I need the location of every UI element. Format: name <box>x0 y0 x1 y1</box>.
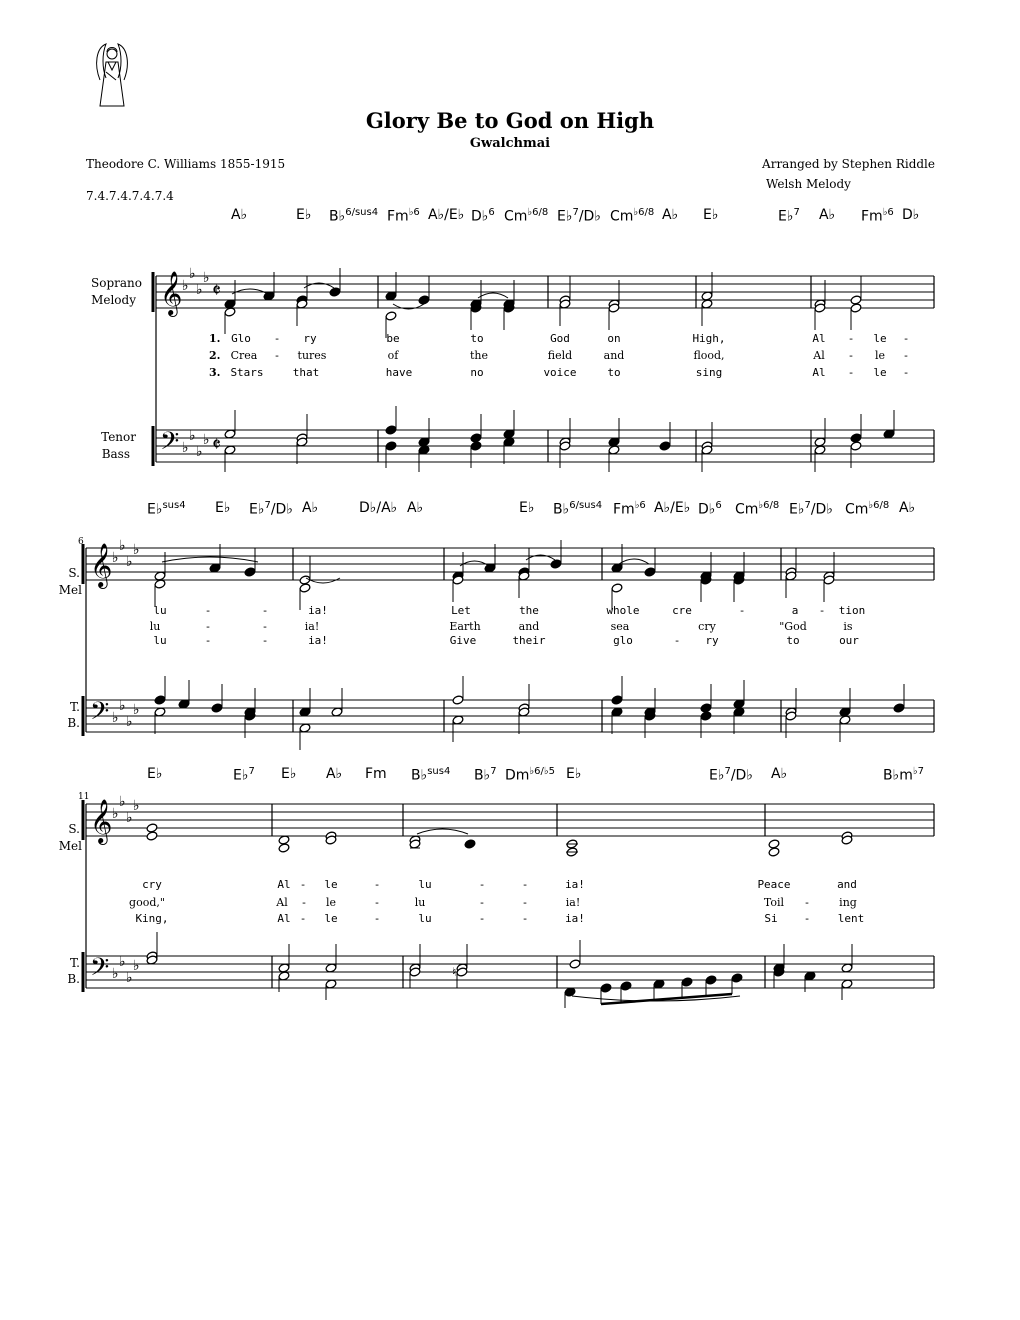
lyric-syllable: - <box>902 332 910 345</box>
key-signature-flat: ♭ <box>112 806 119 822</box>
lyric-syllable: - <box>261 604 269 617</box>
lyric-syllable: Si <box>764 912 778 925</box>
chord-symbol: A♭ <box>662 207 679 223</box>
label-b-2: B. <box>67 716 80 730</box>
lyric-syllable: whole <box>606 604 640 617</box>
lyric-syllable: Let <box>451 604 471 617</box>
chord-symbol: D♭ <box>902 207 920 223</box>
measure-number-11: 11 <box>78 792 90 802</box>
lyric-syllable: Glo <box>231 332 251 345</box>
notehead <box>385 311 397 321</box>
key-signature-flat: ♭ <box>126 554 133 570</box>
key-signature-flat: ♭ <box>126 714 133 730</box>
label-melody: Melody <box>91 293 136 307</box>
lyric-syllable: - <box>847 332 855 345</box>
lyric-syllable: and <box>837 878 857 891</box>
notehead <box>659 441 671 451</box>
lyric-syllable: lent <box>837 912 865 925</box>
notehead <box>299 583 311 593</box>
chord-symbol: $Dm^{♭6/♭5}$ <box>505 766 555 784</box>
chord-symbol: B♭$^{6/sus4}$ <box>553 500 603 518</box>
lyric-syllable: - <box>523 896 527 909</box>
chord-symbol: A♭ <box>819 207 836 223</box>
key-signature-flat: ♭ <box>126 810 133 826</box>
chord-symbol: $Cm^{♭6/8}$ <box>610 207 655 225</box>
lyric-syllable: is <box>843 620 853 633</box>
lyric-syllable: - <box>738 604 746 617</box>
lyric-syllable: Crea <box>230 349 258 362</box>
lyric-syllable: - <box>480 896 484 909</box>
meter: 7.4.7.4.7.4.7.4 <box>86 189 174 203</box>
notehead <box>731 973 743 983</box>
verse-number-1: 1. <box>209 332 221 345</box>
notehead <box>644 567 656 577</box>
chord-symbol: A♭ <box>899 500 916 516</box>
time-signature: 𝄵 <box>212 432 221 456</box>
notehead <box>211 703 223 713</box>
chord-symbol: $Fm^{♭6}$ <box>861 207 894 225</box>
chord-symbol: $Fm^{♭6}$ <box>387 207 420 225</box>
label-bass: Bass <box>101 447 130 461</box>
notehead <box>278 843 290 853</box>
chord-symbol: D♭$^6$ <box>698 500 722 518</box>
lyric-syllable: ia! <box>565 912 585 925</box>
time-signature: 𝄵 <box>212 278 221 302</box>
key-signature-flat: ♭ <box>133 958 140 974</box>
lyric-syllable: good," <box>129 896 165 909</box>
lyric-syllable: that <box>292 366 320 379</box>
lyric-syllable: flood, <box>693 349 725 362</box>
key-signature-flat: ♭ <box>112 550 119 566</box>
label-tenor: Tenor <box>101 430 136 444</box>
lyric-syllable: lu <box>418 912 432 925</box>
key-signature-flat: ♭ <box>119 954 126 970</box>
lyric-syllable: the <box>469 349 489 362</box>
lyric-syllable: ia! <box>565 878 585 891</box>
notehead <box>329 287 341 297</box>
lyric-syllable: Al <box>812 366 826 379</box>
notehead <box>569 959 581 969</box>
chord-symbol: E♭ <box>147 766 163 782</box>
notehead <box>611 583 623 593</box>
lyric-syllable: - <box>521 912 529 925</box>
lyric-syllable: Al <box>813 349 825 362</box>
lyric-syllable: ia! <box>565 896 581 909</box>
chord-symbol: A♭ <box>326 766 343 782</box>
chord-symbol: A♭ <box>302 500 319 516</box>
key-signature-flat: ♭ <box>189 266 196 282</box>
lyric-syllable: High, <box>692 332 726 345</box>
chord-symbol: $Cm^{♭6/8}$ <box>504 207 549 225</box>
key-signature-flat: ♭ <box>133 798 140 814</box>
chord-symbol: A♭/E♭ <box>654 500 691 516</box>
chord-symbol: E♭$^7$/D♭ <box>709 766 753 784</box>
slur <box>619 559 649 564</box>
verse-number-2: 2. <box>209 349 221 362</box>
lyric-syllable: ia! <box>308 634 328 647</box>
notehead <box>768 847 780 857</box>
lyric-syllable: le <box>324 912 338 925</box>
notehead <box>146 823 158 833</box>
notehead <box>600 983 612 993</box>
arranger-credit: Arranged by Stephen Riddle <box>762 157 935 171</box>
lyric-syllable: - <box>273 332 281 345</box>
lyric-syllable: - <box>805 896 809 909</box>
notehead <box>418 295 430 305</box>
chord-symbol: $Cm^{♭6/8}$ <box>845 500 890 518</box>
lyric-syllable: of <box>387 349 399 362</box>
lyric-syllable: - <box>849 349 853 362</box>
notehead <box>244 567 256 577</box>
key-signature-flat: ♭ <box>182 440 189 456</box>
chord-symbol: E♭$^{sus4}$ <box>147 500 186 518</box>
notehead <box>620 981 632 991</box>
treble-clef: 𝄞 <box>90 799 113 843</box>
lyric-syllable: - <box>375 896 379 909</box>
notehead <box>705 975 717 985</box>
key-signature-flat: ♭ <box>196 444 203 460</box>
key-signature-flat: ♭ <box>126 970 133 986</box>
lyric-syllable: - <box>902 366 910 379</box>
label-t-2: T. <box>69 700 80 714</box>
chord-symbol: E♭$^7$ <box>233 766 255 784</box>
label-soprano: Soprano <box>91 276 142 290</box>
lyric-syllable: Al <box>277 912 291 925</box>
notehead <box>768 839 780 849</box>
lyric-syllable: - <box>904 349 908 362</box>
lyric-syllable: lu <box>149 620 161 633</box>
lyric-syllable: their <box>512 634 546 647</box>
lyric-syllable: - <box>204 634 212 647</box>
lyric-syllable: Stars <box>230 366 264 379</box>
lyric-syllable: Peace <box>757 878 791 891</box>
lyric-syllable: - <box>818 604 826 617</box>
lyric-syllable: ing <box>839 896 857 909</box>
key-signature-flat: ♭ <box>189 428 196 444</box>
lyric-syllable: - <box>478 912 486 925</box>
lyric-syllable: Earth <box>449 620 481 633</box>
lyric-syllable: ry <box>705 634 719 647</box>
lyric-syllable: sea <box>610 620 630 633</box>
lyric-syllable: - <box>302 896 306 909</box>
chord-symbol: B♭$^{6/sus4}$ <box>329 207 379 225</box>
lyric-syllable: to <box>607 366 621 379</box>
notehead <box>550 559 562 569</box>
label-mel-3: Mel <box>58 839 82 853</box>
chord-symbol: B♭$^7$ <box>474 766 497 784</box>
notehead <box>893 703 905 713</box>
key-signature-flat: ♭ <box>133 542 140 558</box>
lyric-syllable: lu <box>418 878 432 891</box>
measure-number-6: 6 <box>78 537 84 547</box>
lyric-syllable: no <box>470 366 484 379</box>
notehead <box>464 839 476 849</box>
lyric-syllable: Give <box>449 634 477 647</box>
lyric-syllable: ry <box>303 332 317 345</box>
lyric-syllable: on <box>607 332 621 345</box>
lyric-syllable: and <box>603 349 625 362</box>
treble-clef: 𝄞 <box>160 271 183 315</box>
slur <box>417 829 468 834</box>
lyric-syllable: voice <box>543 366 577 379</box>
lyric-syllable: ia! <box>304 620 320 633</box>
notehead <box>611 695 623 705</box>
lyric-syllable: lu <box>153 634 167 647</box>
chord-symbol: D♭/A♭ <box>359 500 398 516</box>
key-signature-flat: ♭ <box>196 282 203 298</box>
verse-number-3: 3. <box>209 366 221 379</box>
notehead <box>470 433 482 443</box>
chord-symbol: Fm <box>365 766 387 782</box>
lyric-syllable: cry <box>698 620 716 633</box>
lyric-syllable: lu <box>414 896 426 909</box>
chord-symbol: A♭/E♭ <box>428 207 465 223</box>
lyric-syllable: our <box>839 634 859 647</box>
chord-symbol: E♭$^7$/D♭ <box>249 500 293 518</box>
slur <box>478 293 508 298</box>
label-s-2: S. <box>68 566 80 580</box>
lyric-syllable: to <box>786 634 800 647</box>
lyric-syllable: le <box>325 896 337 909</box>
lyric-syllable: sing <box>695 366 723 379</box>
chord-symbol: E♭ <box>296 207 312 223</box>
key-signature-flat: ♭ <box>182 278 189 294</box>
chord-symbol: E♭$^7$/D♭ <box>789 500 833 518</box>
lyric-syllable: - <box>206 620 210 633</box>
slur <box>162 557 258 562</box>
chord-symbol: E♭ <box>281 766 297 782</box>
chord-symbol: E♭ <box>519 500 535 516</box>
notehead <box>850 303 862 313</box>
notehead <box>700 703 712 713</box>
lyric-syllable: - <box>847 366 855 379</box>
notehead <box>452 695 464 705</box>
lyric-syllable: tion <box>838 604 866 617</box>
lyric-syllable: have <box>385 366 413 379</box>
lyric-syllable: cry <box>142 878 162 891</box>
lyric-syllable: field <box>547 349 573 362</box>
notehead <box>154 695 166 705</box>
lyric-syllable: - <box>263 620 267 633</box>
lyric-syllable: - <box>299 878 307 891</box>
chord-symbol: D♭$^6$ <box>471 207 495 225</box>
chord-symbol: E♭ <box>703 207 719 223</box>
lyric-syllable: Al <box>276 896 288 909</box>
lyric-syllable: ia! <box>308 604 328 617</box>
lyric-syllable: glo <box>613 634 633 647</box>
lyric-syllable: and <box>518 620 540 633</box>
label-b-3: B. <box>67 972 80 986</box>
key-signature-flat: ♭ <box>119 538 126 554</box>
lyric-syllable: - <box>521 878 529 891</box>
natural-sign: ♮ <box>452 965 457 979</box>
lyric-syllable: God <box>550 332 570 345</box>
treble-clef: 𝄞 <box>90 543 113 587</box>
lyric-syllable: - <box>261 634 269 647</box>
page-title: Glory Be to God on High <box>365 108 655 133</box>
notehead <box>681 977 693 987</box>
notehead <box>850 441 862 451</box>
chord-symbol: A♭ <box>407 500 424 516</box>
chord-symbol: E♭ <box>215 500 231 516</box>
key-signature-flat: ♭ <box>119 698 126 714</box>
poet-credit: Theodore C. Williams 1855-1915 <box>86 157 286 171</box>
lyric-syllable: tures <box>297 349 327 362</box>
chord-symbol: $B♭m^{♭7}$ <box>883 766 924 784</box>
label-t-3: T. <box>69 956 80 970</box>
lyric-syllable: le <box>324 878 338 891</box>
lyric-syllable: Toil <box>763 896 785 909</box>
chord-symbol: E♭$^7$ <box>778 207 800 225</box>
lyric-syllable: lu <box>153 604 167 617</box>
key-signature-flat: ♭ <box>119 794 126 810</box>
chord-symbol: E♭ <box>566 766 582 782</box>
lyric-syllable: the <box>519 604 539 617</box>
label-s-3: S. <box>68 822 80 836</box>
chord-symbol: A♭ <box>231 207 248 223</box>
lyric-syllable: cre <box>672 604 692 617</box>
chord-symbol: $Fm^{♭6}$ <box>613 500 646 518</box>
chord-symbol: A♭ <box>771 766 788 782</box>
notehead <box>146 831 158 841</box>
notehead <box>385 441 397 451</box>
lyric-syllable: - <box>373 878 381 891</box>
lyric-syllable: - <box>673 634 681 647</box>
lyric-syllable: - <box>373 912 381 925</box>
lyric-syllable: - <box>478 878 486 891</box>
label-mel-2: Mel <box>58 583 82 597</box>
tune-name: Gwalchmai <box>469 136 551 151</box>
notehead <box>470 441 482 451</box>
lyric-syllable: to <box>470 332 484 345</box>
key-signature-flat: ♭ <box>112 966 119 982</box>
key-signature-flat: ♭ <box>112 710 119 726</box>
lyric-syllable: - <box>204 604 212 617</box>
notehead <box>700 711 712 721</box>
chord-symbol: B♭$^{sus4}$ <box>411 766 451 784</box>
lyric-syllable: be <box>386 332 400 345</box>
lyric-syllable: a <box>791 604 799 617</box>
lyric-syllable: Al <box>812 332 826 345</box>
notehead <box>385 425 397 435</box>
bass-clef: 𝄢 <box>160 427 180 462</box>
bass-clef: 𝄢 <box>90 953 110 988</box>
lyric-syllable: Al <box>277 878 291 891</box>
bass-clef: 𝄢 <box>90 697 110 732</box>
tune-source: Welsh Melody <box>766 177 851 191</box>
lyric-syllable: King, <box>135 912 169 925</box>
notehead <box>850 295 862 305</box>
lyric-syllable: - <box>299 912 307 925</box>
chord-symbol: E♭$^7$/D♭ <box>557 207 601 225</box>
lyric-syllable: - <box>275 349 279 362</box>
chord-symbol: $Cm^{♭6/8}$ <box>735 500 780 518</box>
notehead <box>850 433 862 443</box>
lyric-syllable: - <box>803 912 811 925</box>
key-signature-flat: ♭ <box>203 432 210 448</box>
lyric-syllable: le <box>873 332 887 345</box>
key-signature-flat: ♭ <box>203 270 210 286</box>
lyric-syllable: le <box>873 366 887 379</box>
lyric-syllable: le <box>874 349 886 362</box>
key-signature-flat: ♭ <box>133 702 140 718</box>
lyric-syllable: "God <box>779 620 807 633</box>
